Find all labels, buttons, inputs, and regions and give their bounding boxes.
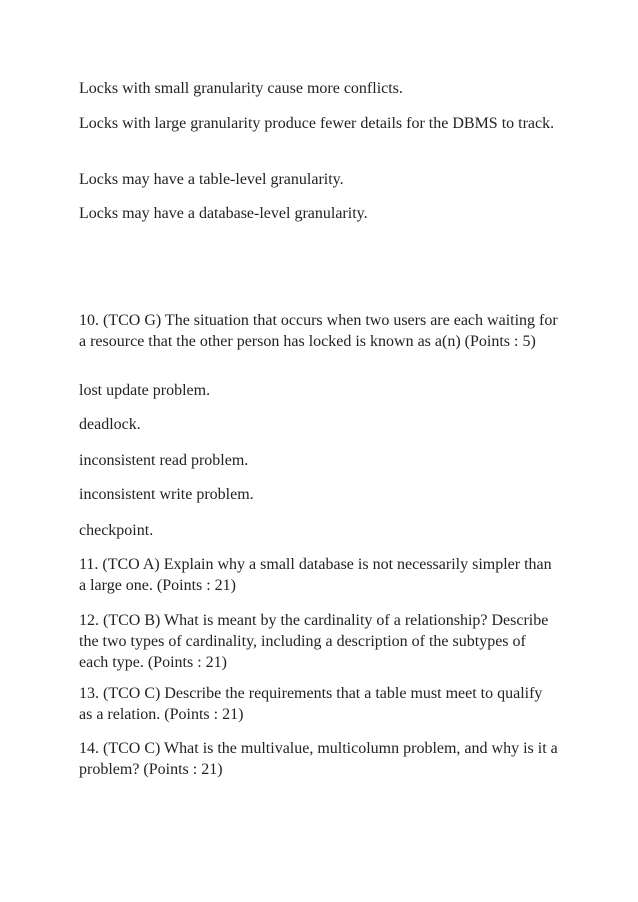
question-14: 14. (TCO C) What is the multivalue, multicolumn problem, and why is it a problem? (Points : 21): [79, 740, 558, 778]
option-database-level: Locks may have a database-level granularity.: [79, 205, 368, 222]
option-large-granularity: Locks with large granularity produce fewer details for the DBMS to track.: [79, 115, 555, 132]
question-12: 12. (TCO B) What is meant by the cardinality of a relationship? Describe the two types of cardinality, including a description of the subtypes of each type. (Points : 21): [79, 612, 549, 671]
q10-option-inconsistent-read: inconsistent read problem.: [79, 452, 249, 469]
q10-option-deadlock: deadlock.: [79, 416, 141, 433]
question-13: 13. (TCO C) Describe the requirements that a table must meet to qualify as a relation. (Points : 21): [79, 685, 543, 723]
q10-option-checkpoint: checkpoint.: [79, 522, 154, 539]
option-table-level: Locks may have a table-level granularity.: [79, 171, 344, 188]
option-small-granularity: Locks with small granularity cause more conflicts.: [79, 80, 403, 97]
q10-option-lost-update: lost update problem.: [79, 382, 211, 399]
q10-option-inconsistent-write: inconsistent write problem.: [79, 486, 254, 503]
question-11: 11. (TCO A) Explain why a small database is not necessarily simpler than a large one. (Points : 21): [79, 556, 552, 594]
question-10-prompt: 10. (TCO G) The situation that occurs when two users are each waiting for a resource that the other person has locked is known as a(n) (Points : 5): [79, 312, 558, 350]
